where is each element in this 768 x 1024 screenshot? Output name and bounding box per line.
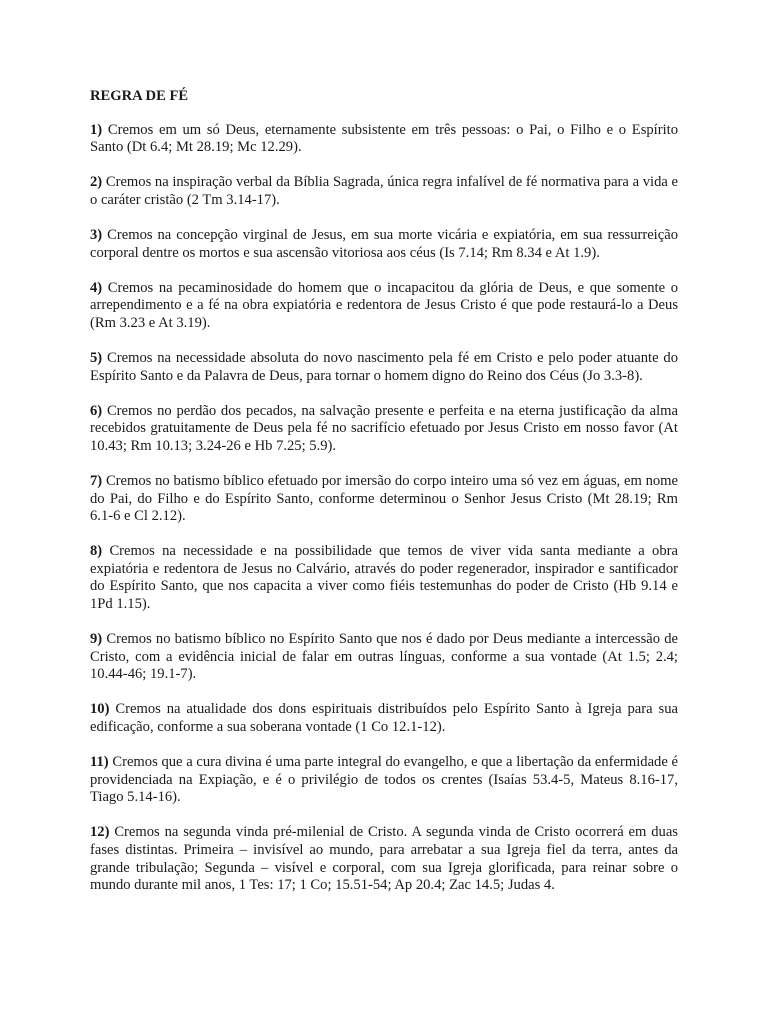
article-2: [90, 174, 678, 209]
article-text: Cremos no perdão dos pecados, na salvação presente e perfeita e na eterna justificação da alma recebidos gratuitamente de Deus pela fé no sacrifício efetuado por Jesus Cristo em nosso favor (At 10.43; Rm 10.13; 3.24-26 e Hb 7.25; 5.9).: [90, 402, 678, 454]
article-number: 5): [90, 349, 103, 366]
document-page: [90, 88, 678, 912]
article-number: 10): [90, 701, 110, 718]
document-title: REGRA DE FÉ: [90, 88, 189, 104]
article-9: [90, 631, 678, 684]
article-number: 11): [90, 754, 109, 771]
article-text: Cremos na concepção virginal de Jesus, em sua morte vicária e expiatória, em sua ressurreição corporal dentre os mortos e sua ascensão vitoriosa aos céus (Is 7.14; Rm 8.34 e At 1.9).: [90, 226, 678, 261]
article-number: 1): [90, 121, 103, 138]
article-number: 4): [90, 279, 103, 296]
article-text: Cremos no batismo bíblico efetuado por imersão do corpo inteiro uma só vez em águas, em nome do Pai, do Filho e do Espírito Santo, conforme determinou o Senhor Jesus Cristo (Mt 28.19; Rm 6.1-6 e Cl 2.12).: [90, 472, 678, 525]
article-text: Cremos na necessidade e na possibilidade que temos de viver vida santa mediante a obra expiatória e redentora de Jesus no Calvário, através do poder regenerador, inspirador e santificador do Espírito Santo, que nos capacita a viver como fiéis testemunhas do poder de Cristo (Hb 9.14 e 1Pd 1.15).: [90, 543, 678, 612]
article-7: [90, 473, 678, 526]
article-text: Cremos na atualidade dos dons espirituais distribuídos pelo Espírito Santo à Igreja para sua edificação, conforme a sua soberana vontade (1 Co 12.1-12).: [90, 701, 678, 735]
article-8: [90, 543, 678, 613]
article-number: 12): [90, 824, 110, 841]
article-10: [90, 701, 678, 736]
article-text: Cremos em um só Deus, eternamente subsistente em três pessoas: o Pai, o Filho e o Espírito Santo (Dt 6.4; Mt 28.19; Mc 12.29).: [90, 121, 678, 156]
article-3: [90, 227, 678, 262]
article-text: Cremos na necessidade absoluta do novo nascimento pela fé em Cristo e pelo poder atuante do Espírito Santo e da Palavra de Deus, para tornar o homem digno do Reino dos Céus (Jo 3.3-8).: [90, 349, 678, 384]
article-number: 7): [90, 472, 103, 489]
article-number: 9): [90, 631, 103, 648]
article-number: 3): [90, 226, 103, 243]
article-5: [90, 350, 678, 385]
article-number: 8): [90, 543, 103, 560]
article-text: Cremos na segunda vinda pré-milenial de Cristo. A segunda vinda de Cristo ocorrerá em duas fases distintas. Primeira – invisível ao mundo, para arrebatar a sua Igreja fiel da terra, antes da grande tribulação; Segunda – visível e corporal, com sua Igreja glorificada, para reinar sobre o mundo durante mil anos, 1 Tes: 17; 1 Co; 15.51-54; Ap 20.4; Zac 14.5; Judas 4.: [90, 824, 678, 894]
article-text: Cremos na inspiração verbal da Bíblia Sagrada, única regra infalível de fé normativa para a vida e o caráter cristão (2 Tm 3.14-17).: [90, 174, 678, 208]
article-11: [90, 754, 678, 807]
article-1: [90, 122, 678, 157]
article-6: [90, 403, 678, 456]
article-text: Cremos na pecaminosidade do homem que o incapacitou da glória de Deus, e que somente o arrependimento e a fé na obra expiatória e redentora de Jesus Cristo é que pode restaurá-lo a Deus (Rm 3.23 e At 3.19).: [90, 279, 678, 331]
article-text: Cremos no batismo bíblico no Espírito Santo que nos é dado por Deus mediante a intercessão de Cristo, com a evidência inicial de falar em outras línguas, conforme a sua vontade (At 1.5; 2.4; 10.44-46; 19.1-7).: [90, 631, 678, 683]
article-number: 2): [90, 174, 103, 191]
article-4: [90, 280, 678, 333]
article-number: 6): [90, 402, 103, 419]
article-text: Cremos que a cura divina é uma parte integral do evangelho, e que a libertação da enfermidade é providenciada na Expiação, e é o privilégio de todos os crentes (Isaías 53.4-5, Mateus 8.16-17, Tiago 5.14-16).: [90, 754, 678, 806]
article-12: [90, 824, 678, 894]
